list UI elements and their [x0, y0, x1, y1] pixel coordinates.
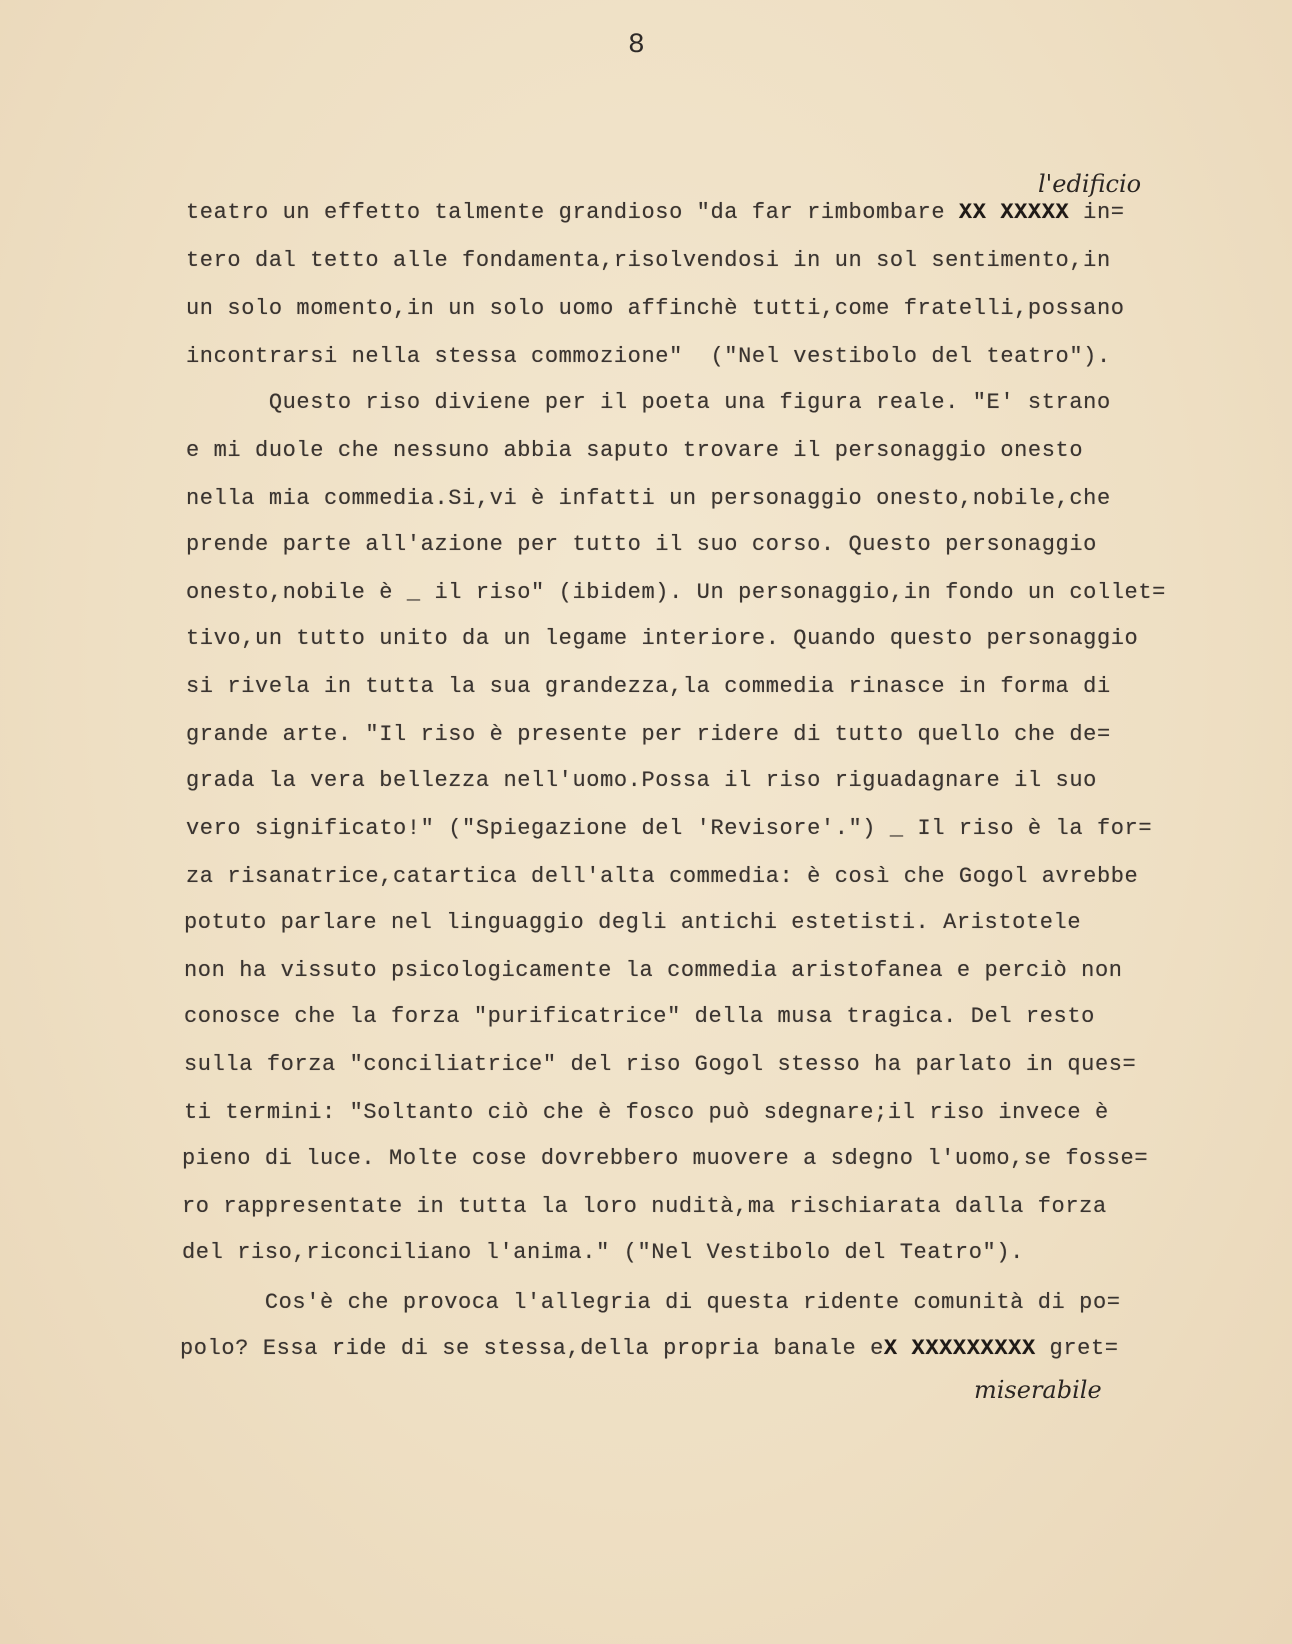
line-text-continuation: in= — [1069, 200, 1125, 225]
text-line — [186, 864, 1138, 890]
text-line — [186, 816, 1152, 842]
line-text: sulla forza "conciliatrice" del riso Gogol stesso ha parlato in ques= — [184, 1052, 1137, 1077]
line-text: del riso,riconciliano l'anima." ("Nel Vestibolo del Teatro"). — [182, 1240, 1024, 1265]
text-line — [186, 532, 1097, 558]
line-text: nella mia commedia.Si,vi è infatti un personaggio onesto,nobile,che — [186, 486, 1111, 511]
text-line — [182, 1146, 1148, 1172]
line-text: un solo momento,in un solo uomo affinchè tutti,come fratelli,possano — [186, 296, 1125, 321]
text-line — [186, 200, 1125, 226]
line-text: si rivela in tutta la sua grandezza,la commedia rinasce in forma di — [186, 674, 1111, 699]
line-text: pieno di luce. Molte cose dovrebbero muovere a sdegno l'uomo,se fosse= — [182, 1146, 1149, 1171]
text-line — [182, 1290, 1121, 1316]
line-text: incontrarsi nella stessa commozione" ("Nel vestibolo del teatro"). — [186, 344, 1111, 369]
handwritten-note-top: l'edificio — [1038, 170, 1142, 198]
text-line — [184, 1052, 1136, 1078]
page-number: 8 — [628, 30, 645, 61]
line-text: prende parte all'azione per tutto il suo corso. Questo personaggio — [186, 532, 1097, 557]
line-text: Cos'è che provoca l'allegria di questa ridente comunità di po= — [182, 1290, 1121, 1315]
line-text: grande arte. "Il riso è presente per ridere di tutto quello che de= — [186, 722, 1111, 747]
line-text: za risanatrice,catartica dell'alta commedia: è così che Gogol avrebbe — [186, 864, 1139, 889]
text-line — [186, 248, 1111, 274]
text-line — [186, 722, 1111, 748]
text-line — [186, 296, 1125, 322]
line-text: potuto parlare nel linguaggio degli antichi estetisti. Aristotele — [184, 910, 1082, 935]
line-text: grada la vera bellezza nell'uomo.Possa il riso riguadagnare il suo — [186, 768, 1097, 793]
text-line — [182, 1240, 1024, 1266]
line-text: e mi duole che nessuno abbia saputo trovare il personaggio onesto — [186, 438, 1084, 463]
line-text: ti termini: "Soltanto ciò che è fosco può sdegnare;il riso invece è — [184, 1100, 1109, 1125]
text-line — [186, 768, 1097, 794]
line-text: non ha vissuto psicologicamente la commedia aristofanea e perciò non — [184, 958, 1123, 983]
line-text: conosce che la forza "purificatrice" della musa tragica. Del resto — [184, 1004, 1095, 1029]
line-text: onesto,nobile è _ il riso" (ibidem). Un personaggio,in fondo un collet= — [186, 580, 1166, 605]
text-line — [186, 674, 1111, 700]
text-line — [186, 390, 1111, 416]
text-line — [184, 1100, 1109, 1126]
struck-out-text: X XXXXXXXXX — [883, 1336, 1036, 1361]
text-line — [186, 344, 1111, 370]
text-line — [184, 958, 1123, 984]
struck-out-text: XX XXXXX — [958, 200, 1070, 225]
text-line — [180, 1336, 1119, 1362]
line-text-continuation: gret= — [1035, 1336, 1119, 1361]
line-text: tero dal tetto alle fondamenta,risolvendosi in un sol sentimento,in — [186, 248, 1111, 273]
line-text: teatro un effetto talmente grandioso "da far rimbombare — [186, 200, 959, 225]
handwritten-note-bottom: miserabile — [974, 1376, 1102, 1404]
text-line — [186, 580, 1166, 606]
text-line — [186, 486, 1111, 512]
text-line — [182, 1194, 1107, 1220]
line-text: tivo,un tutto unito da un legame interiore. Quando questo personaggio — [186, 626, 1139, 651]
text-line — [184, 1004, 1095, 1030]
line-text: vero significato!" ("Spiegazione del 'Revisore'.") _ Il riso è la for= — [186, 816, 1153, 841]
line-text: Questo riso diviene per il poeta una figura reale. "E' strano — [186, 390, 1111, 415]
text-line — [186, 626, 1138, 652]
line-text: polo? Essa ride di se stessa,della propria banale e — [180, 1336, 884, 1361]
text-line — [184, 910, 1081, 936]
text-line — [186, 438, 1083, 464]
line-text: ro rappresentate in tutta la loro nudità,ma rischiarata dalla forza — [182, 1194, 1107, 1219]
